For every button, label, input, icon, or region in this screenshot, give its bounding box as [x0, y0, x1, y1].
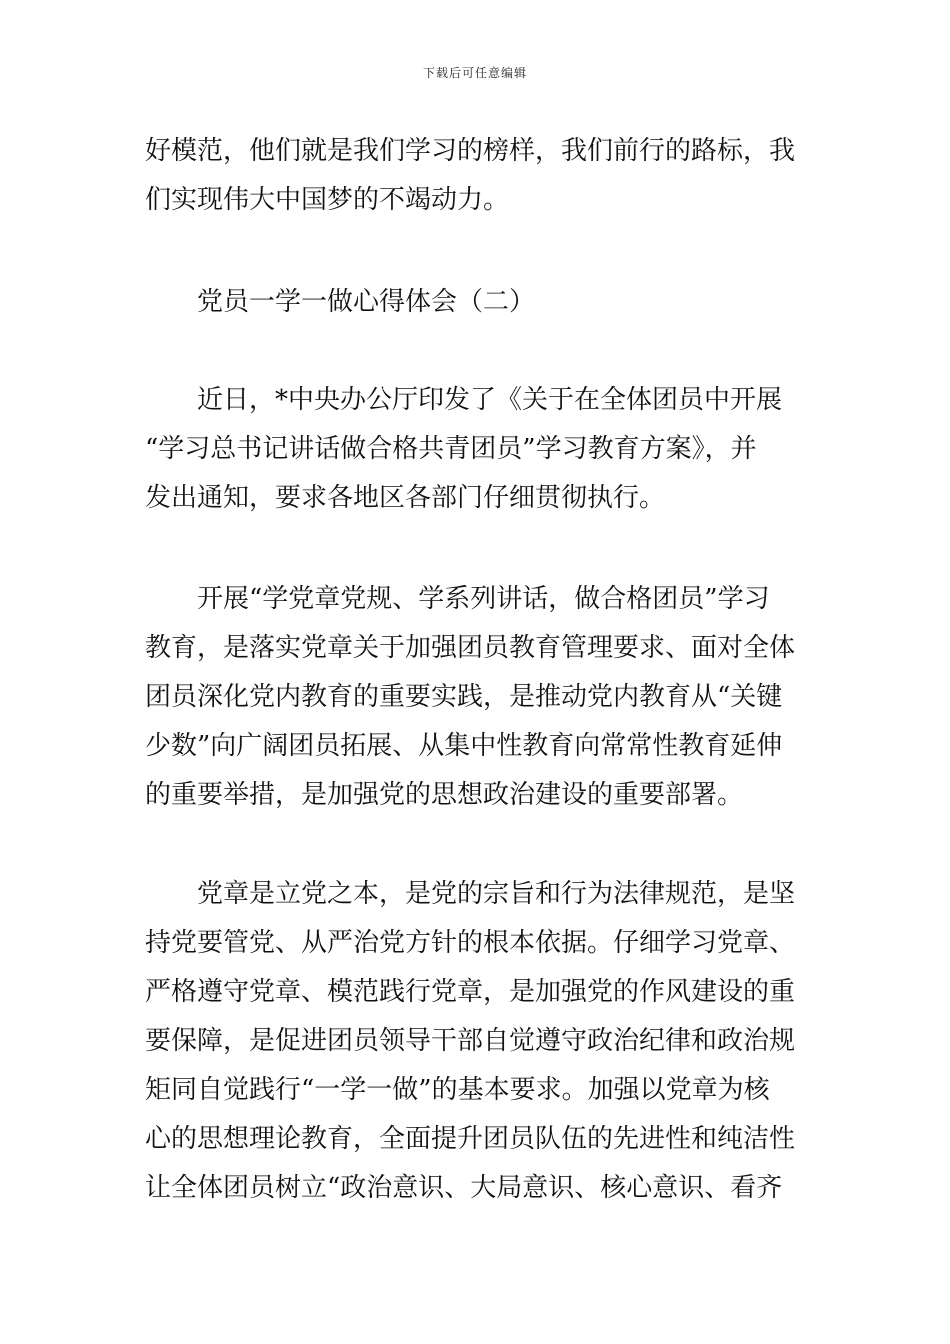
section-title — [145, 278, 810, 327]
paragraph-party-constitution — [145, 870, 810, 1213]
text-line: 矩同自觉践行“一学一做”的基本要求。加强以党章为核 — [145, 1075, 770, 1105]
text-line: 团员深化党内教育的重要实践，是推动党内教育从“关键 — [145, 682, 783, 712]
text-line: 党章是立党之本，是党的宗旨和行为法律规范，是坚 — [197, 879, 796, 909]
text-line: 让全体团员树立“政治意识、大局意识、核心意识、看齐 — [145, 1173, 783, 1203]
text-line: “学习总书记讲话做合格共青团员”学习教育方案》，并 — [145, 434, 757, 464]
paragraph-intro — [145, 376, 810, 523]
text-line: 们实现伟大中国梦的不竭动力。 — [145, 185, 510, 215]
section-title-text: 党员一学一做心得体会（二） — [197, 287, 536, 317]
text-line: 严格遵守党章、模范践行党章，是加强党的作风建设的重 — [145, 977, 796, 1007]
header-note: 下载后可任意编辑 — [422, 66, 527, 80]
text-line: 少数”向广阔团员拓展、从集中性教育向常常性教育延伸 — [145, 731, 783, 761]
text-line: 心的思想理论教育，全面提升团员队伍的先进性和纯洁性 — [145, 1124, 796, 1154]
text-line: 持党要管党、从严治党方针的根本依据。仔细学习党章、 — [145, 928, 796, 958]
text-line: 发出通知，要求各地区各部门仔细贯彻执行。 — [145, 483, 666, 513]
text-line: 教育，是落实党章关于加强团员教育管理要求、面对全体 — [145, 633, 796, 663]
paragraph-continuation — [145, 127, 810, 225]
text-line: 要保障，是促进团员领导干部自觉遵守政治纪律和政治规 — [145, 1026, 796, 1056]
text-line: 好模范，他们就是我们学习的榜样，我们前行的路标，我 — [145, 136, 796, 166]
paragraph-education — [145, 575, 810, 820]
text-line: 的重要举措，是加强党的思想政治建设的重要部署。 — [145, 780, 744, 810]
text-line: 开展“学党章党规、学系列讲话，做合格团员”学习 — [197, 584, 770, 614]
text-line: 近日，*中央办公厅印发了《关于在全体团员中开展 — [197, 385, 783, 415]
